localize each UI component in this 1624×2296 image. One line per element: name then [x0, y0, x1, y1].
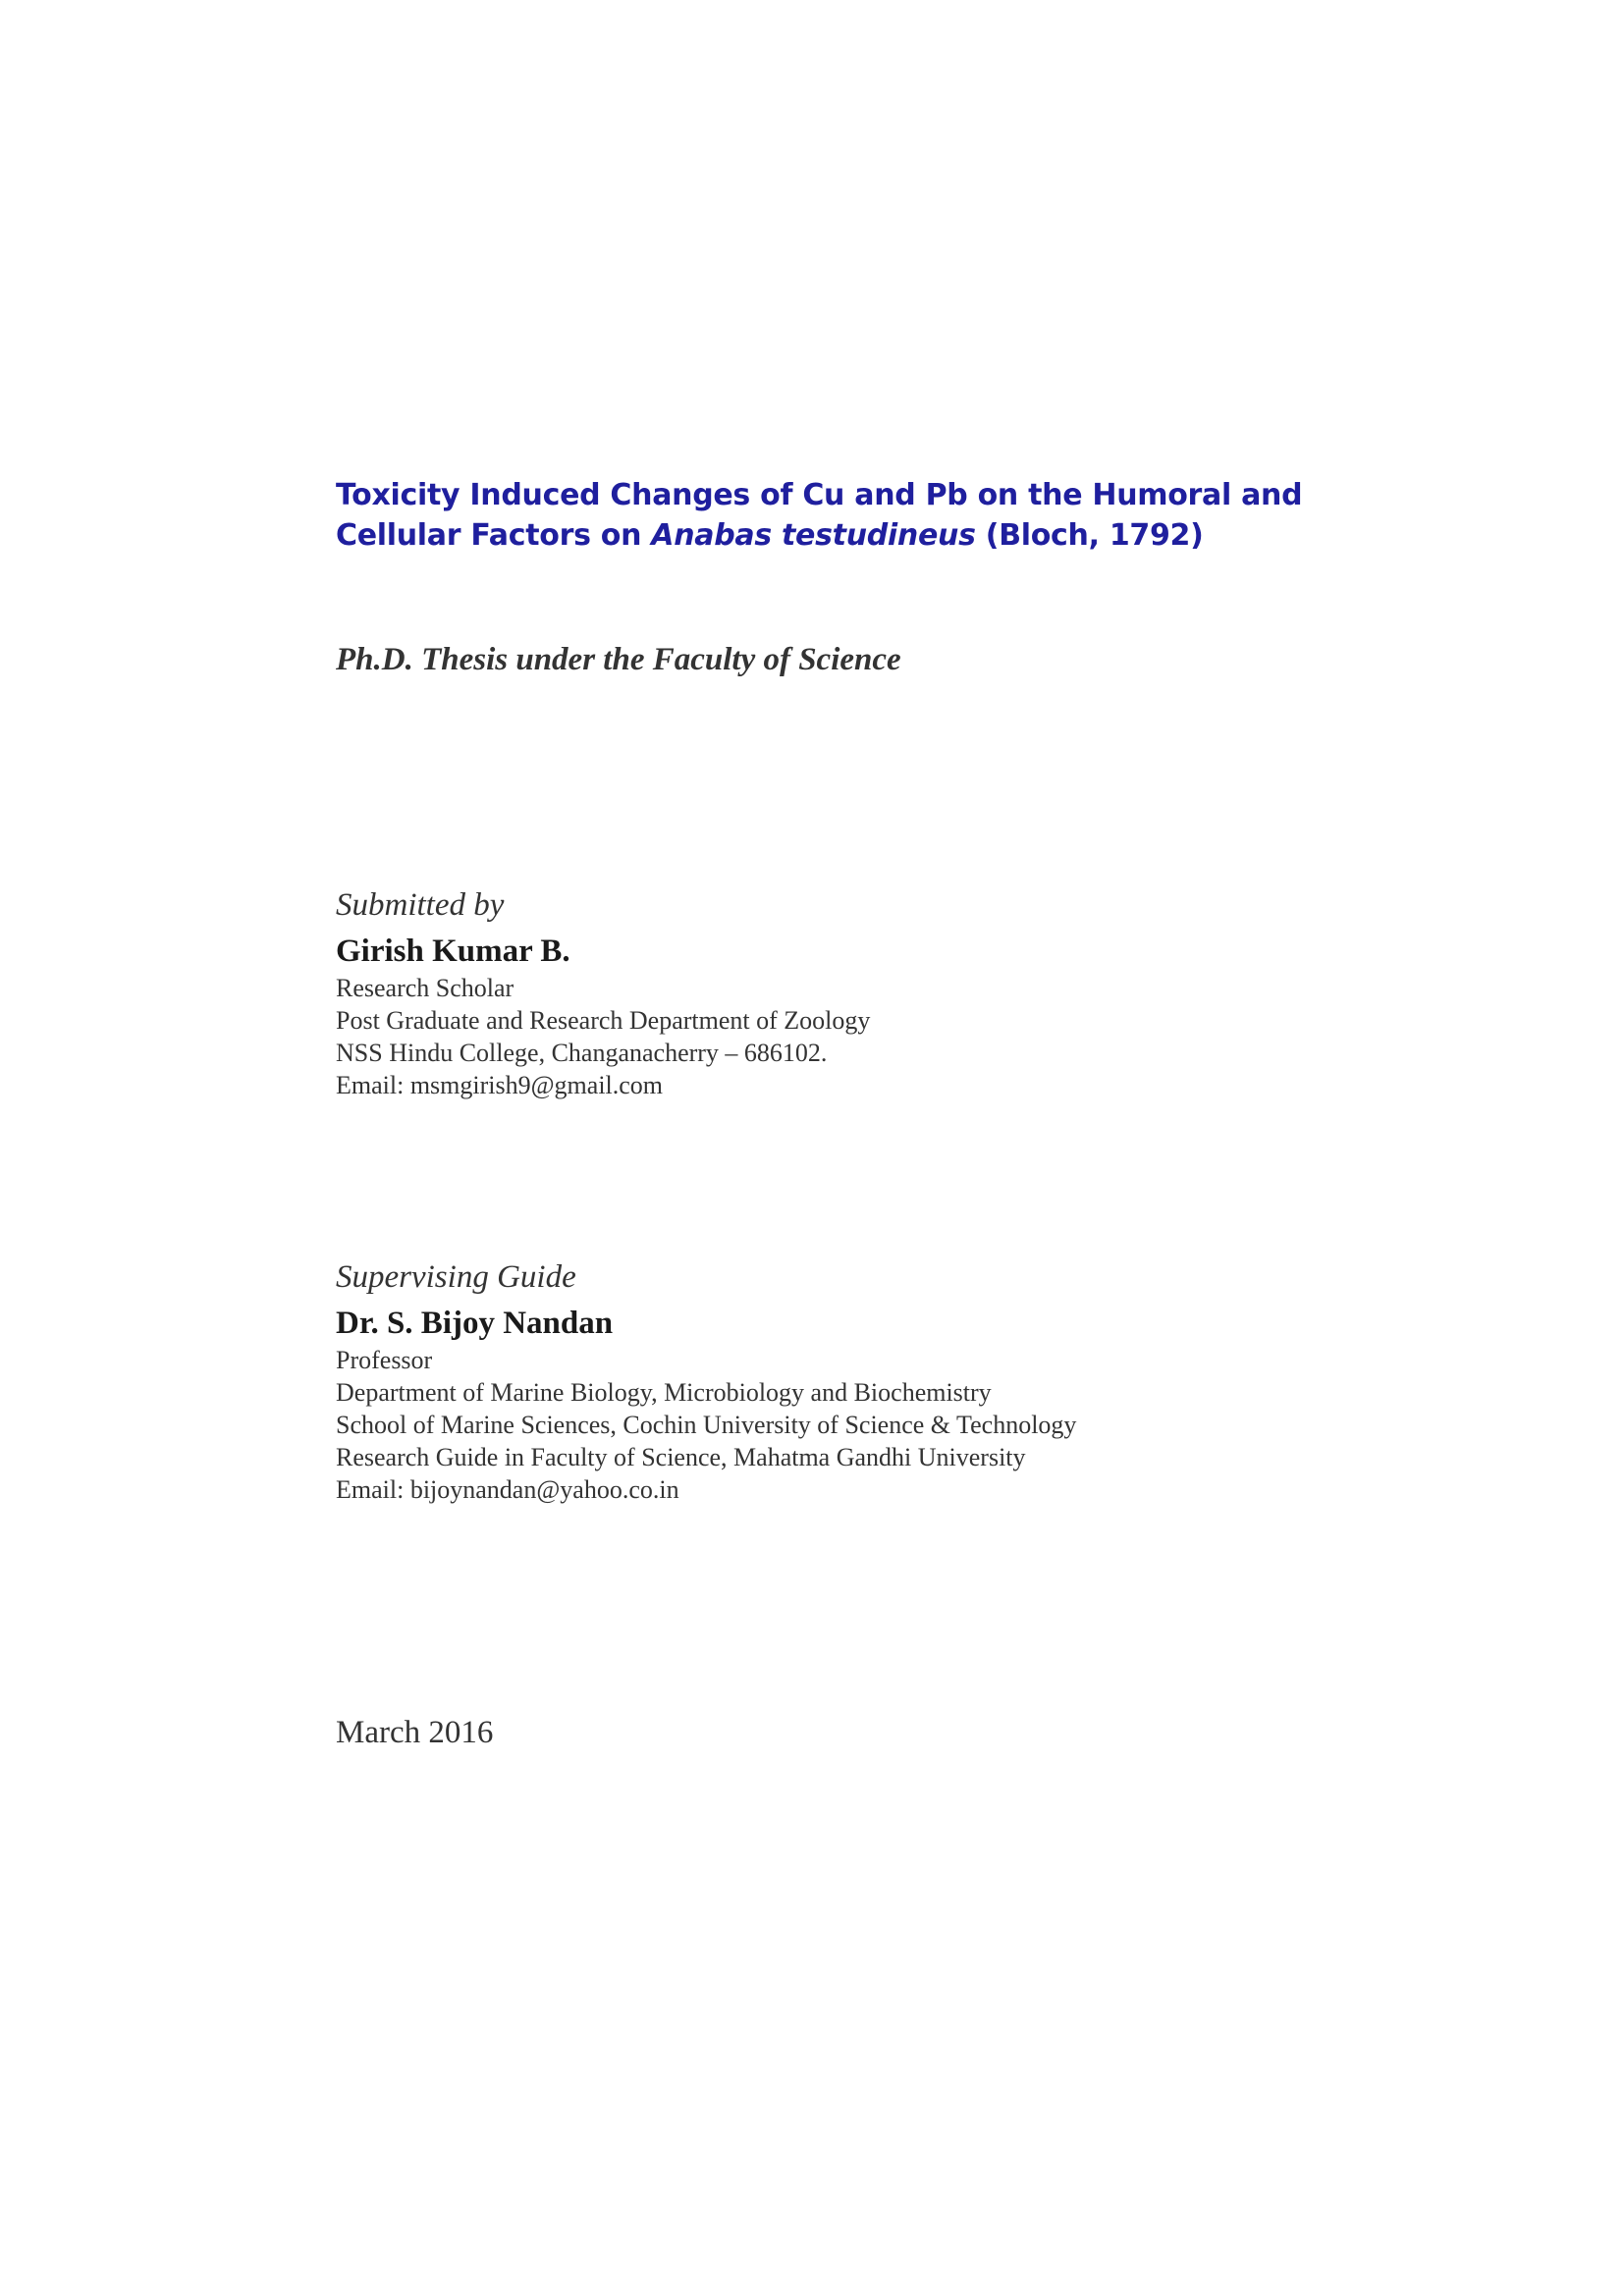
species-name: Anabas testudineus — [651, 518, 976, 553]
submission-date: March 2016 — [336, 1715, 494, 1750]
guide-research-affiliation: Research Guide in Faculty of Science, Mahatma Gandhi University — [336, 1443, 1026, 1471]
thesis-title-line-2-suffix: (Bloch, 1792) — [975, 518, 1204, 553]
submitted-by-label: Submitted by — [336, 887, 505, 923]
thesis-title-line-1: Toxicity Induced Changes of Cu and Pb on the Humoral and — [336, 478, 1303, 512]
thesis-title — [336, 475, 1318, 556]
guide-name: Dr. S. Bijoy Nandan — [336, 1306, 614, 1341]
guide-email: Email: bijoynandan@yahoo.co.in — [336, 1475, 679, 1504]
thesis-title-line-2 — [336, 515, 1318, 556]
author-email: Email: msmgirish9@gmail.com — [336, 1071, 664, 1099]
submitted-by-section — [336, 885, 1318, 1101]
author-college: NSS Hindu College, Changanacherry – 686102. — [336, 1039, 828, 1067]
supervising-guide-label: Supervising Guide — [336, 1259, 576, 1295]
thesis-subtitle: Ph.D. Thesis under the Faculty of Science — [336, 642, 901, 677]
guide-role: Professor — [336, 1346, 433, 1374]
guide-department: Department of Marine Biology, Microbiology and Biochemistry — [336, 1378, 992, 1407]
author-name: Girish Kumar B. — [336, 934, 570, 969]
author-department: Post Graduate and Research Department of Zoology — [336, 1006, 871, 1035]
guide-school: School of Marine Sciences, Cochin University of Science & Technology — [336, 1411, 1077, 1439]
supervising-guide-section — [336, 1257, 1318, 1506]
thesis-title-line-2-prefix: Cellular Factors on — [336, 518, 652, 553]
author-role: Research Scholar — [336, 974, 514, 1002]
